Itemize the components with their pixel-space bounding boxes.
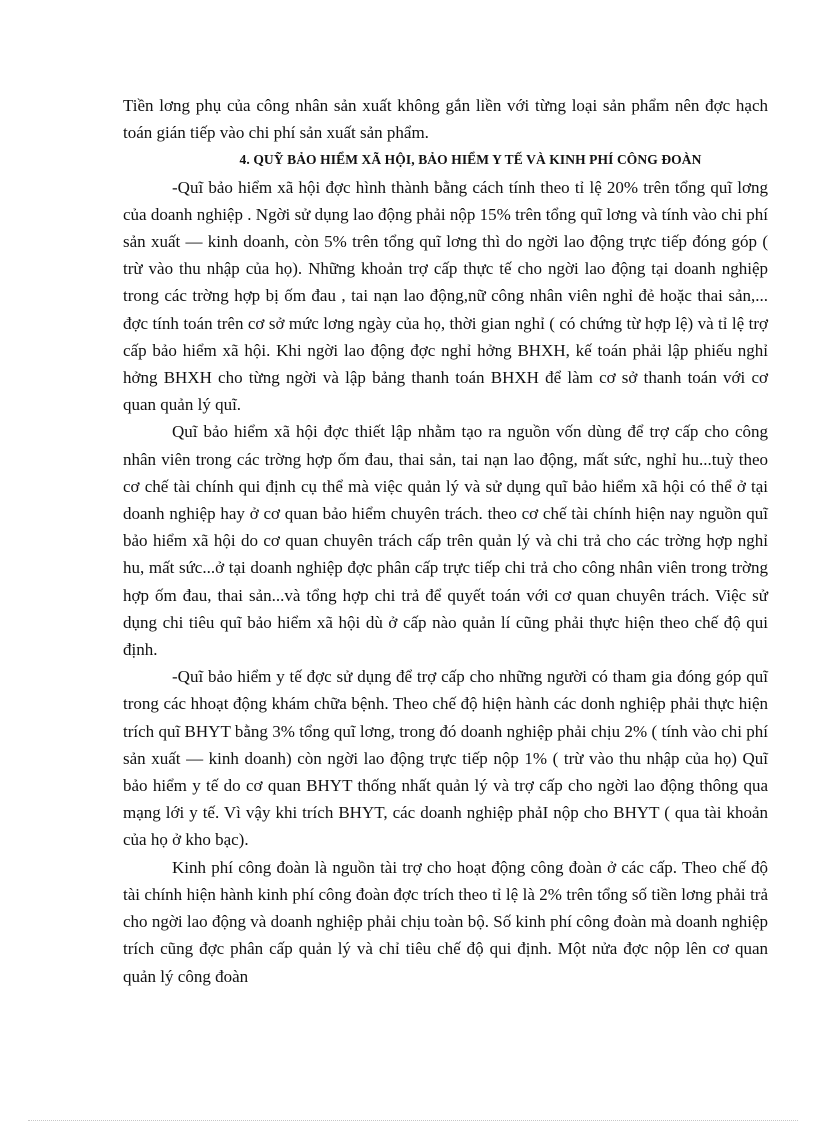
section-heading: 4. QUỸ BẢO HIỂM XÃ HỘI, BẢO HIỂM Y TẾ VÀ KINH PHÍ CÔNG ĐOÀN — [239, 152, 702, 168]
paragraph-health-insurance: -Quĩ bảo hiểm y tế đợc sử dụng để trợ cấp cho những người có tham gia đóng góp quĩ trong các hhoạt động khám chữa bệnh. Theo chế độ hiện hành các donh nghiệp phải thực hiện trích quĩ BHYT bằng 3% tổng quĩ lơng, trong đó doanh nghiệp phải chịu 2% ( tính vào chi phí sản xuất — kinh doanh) còn ngời lao động trực tiếp nộp 1% ( trừ vào thu nhập của họ) Quĩ bảo hiểm y tế do cơ quan BHYT thống nhất quản lý và trợ cấp cho ngời lao động thông qua mạng lới y tế. Vì vậy khi trích BHYT, các doanh nghiệp phảI nộp cho BHYT ( qua tài khoản của họ ở kho bạc). — [123, 667, 768, 850]
page-bottom-divider — [28, 1120, 798, 1121]
paragraph-union-fee: Kinh phí công đoàn là nguồn tài trợ cho hoạt động công đoàn ở các cấp. Theo chế độ tài chính hiện hành kinh phí công đoàn đợc trích theo tỉ lệ là 2% trên tổng số tiền lơng phải trả cho ngời lao động và doanh nghiệp phải chịu toàn bộ. Số kinh phí công đoàn mà doanh nghiệp trích cũng đợc phân cấp quản lý và chỉ tiêu chế độ qui định. Một nửa đợc nộp lên cơ quan quản lý công đoàn — [123, 857, 768, 986]
document-page — [123, 92, 768, 990]
paragraph-social-insurance: -Quĩ bảo hiểm xã hội đợc hình thành bằng cách tính theo tỉ lệ 20% trên tổng quĩ lơng của doanh nghiệp . Ngời sử dụng lao động phải nộp 15% trên tổng quĩ lơng và tính vào chi phí sản xuất — kinh doanh, còn 5% trên tổng quĩ lơng thì do ngời lao động trực tiếp đóng góp ( trừ vào thu nhập của họ). Những khoản trợ cấp thực tế cho ngời lao động tại doanh nghiệp trong các trờng hợp bị ốm đau , tai nạn lao động,nữ công nhân viên nghỉ đẻ hoặc thai sản,... đợc tính toán trên cơ sở mức lơng ngày của họ, thời gian nghỉ ( có chứng từ hợp lệ) và tỉ lệ trợ cấp bảo hiểm xã hội. Khi ngời lao động đợc nghỉ hởng BHXH, kế toán phải lập phiếu nghỉ hởng BHXH cho từng ngời và lập bảng thanh toán BHXH để làm cơ sở thanh toán với cơ quan quản lý quĩ. — [123, 177, 768, 415]
paragraph-social-insurance-fund: Quĩ bảo hiểm xã hội đợc thiết lập nhằm tạo ra nguồn vốn dùng để trợ cấp cho công nhân viên trong các trờng hợp ốm đau, thai sản, tai nạn lao động, mất sức, nghỉ hu...tuỳ theo cơ chế tài chính qui định cụ thể mà việc quản lý và sử dụng quĩ bảo hiểm xã hội có thể ở tại doanh nghiệp hay ở cơ quan bảo hiểm chuyên trách. theo cơ chế tài chính hiện nay nguồn quĩ bảo hiểm xã hội do cơ quan chuyên trách cấp trên quản lý và chi trả cho các trờng hợp nghỉ hu, mất sức...ở tại doanh nghiệp đợc phân cấp trực tiếp chi trả cho công nhân viên trong trờng hợp ốm đau, thai sản...và tổng hợp chi trả để quyết toán với cơ quan chuyên trách. Việc sử dụng chi tiêu quĩ bảo hiểm xã hội dù ở cấp nào quản lí cũng phải thực hiện theo chế độ qui định. — [123, 422, 768, 660]
intro-paragraph: Tiền lơng phụ của công nhân sản xuất không gắn liền với từng loại sản phẩm nên đợc hạch toán gián tiếp vào chi phí sản xuất sản phẩm. — [123, 96, 768, 143]
